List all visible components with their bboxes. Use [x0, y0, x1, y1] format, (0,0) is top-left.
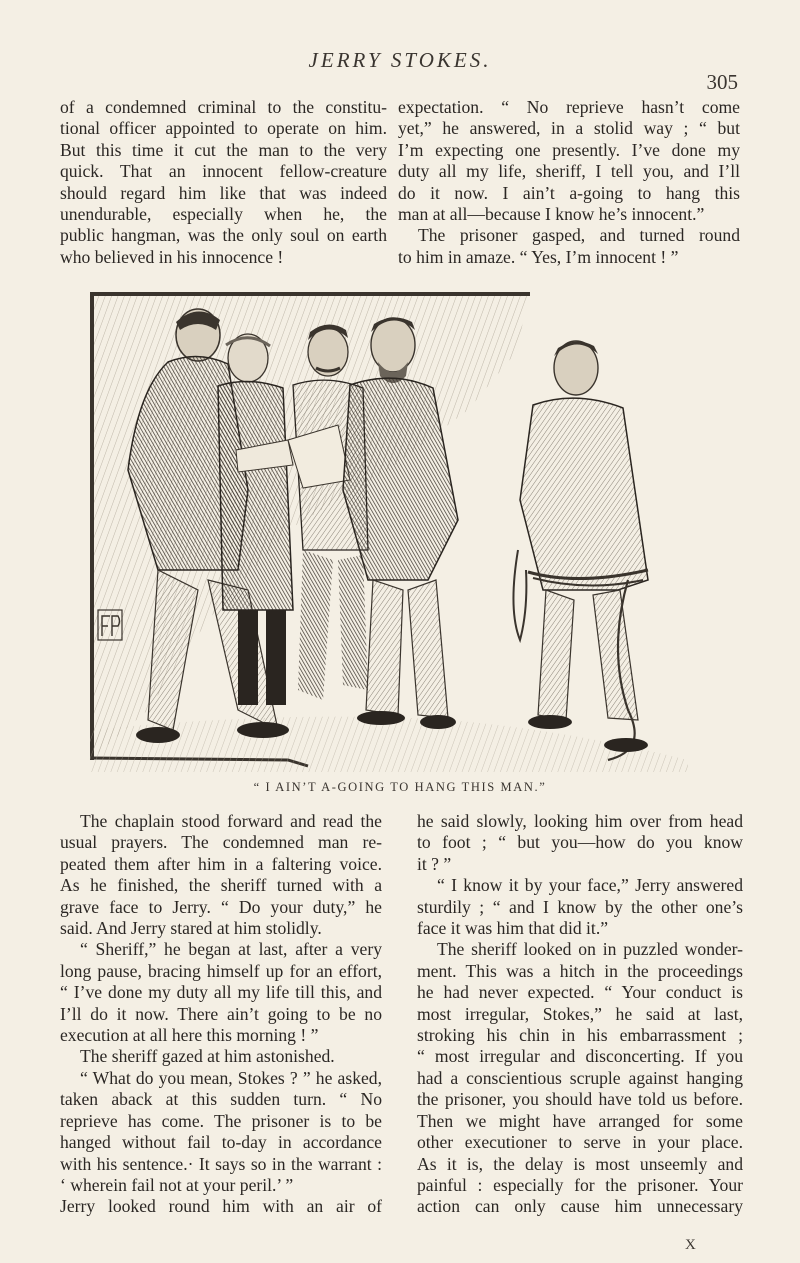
- figure-prisoner: [513, 341, 648, 760]
- text-line: ment. This was a hitch in the proceedings: [417, 960, 743, 981]
- text-line: man at all—because I know he’s innocent.”: [398, 204, 705, 225]
- text-line: other executioner to serve in your place.: [417, 1132, 743, 1153]
- text-line: most irregular, Stokes,” he said at last,: [417, 1003, 743, 1024]
- text-line: I’ll do it now. There ain’t going to be no: [60, 1003, 382, 1024]
- text-line: the prisoner, you should have told us before.: [417, 1089, 743, 1110]
- text-line: hanged without fail to-day in accordance: [60, 1132, 382, 1153]
- text-line: execution at all here this morning ! ”: [60, 1025, 319, 1046]
- text-line: with his sentence.· It says so in the warrant :: [60, 1153, 382, 1174]
- running-title: JERRY STOKES.: [308, 48, 492, 72]
- signature-mark: X: [685, 1237, 696, 1253]
- text-line: peated them after him in a faltering voice.: [60, 853, 382, 874]
- text-line: grave face to Jerry. “ Do your duty,” he: [60, 896, 382, 917]
- text-line: who believed in his innocence !: [60, 246, 284, 267]
- text-column-top-right: [398, 97, 740, 268]
- text-line: sturdily ; “ and I know by the other one’s: [417, 896, 743, 917]
- floor-shading: [90, 717, 688, 772]
- text-line: The sheriff looked on in puzzled wonder-: [437, 939, 743, 960]
- illustration-caption: “ I AIN’T A-GOING TO HANG THIS MAN.”: [253, 780, 547, 794]
- text-line: tional officer appointed to operate on him.: [60, 118, 387, 139]
- text-line: “ most irregular and disconcerting. If you: [417, 1046, 743, 1067]
- text-line: had a conscientious scruple against hanging: [417, 1067, 743, 1088]
- text-line: it ? ”: [417, 853, 452, 874]
- text-line: ‘ wherein fail not at your peril.’ ”: [60, 1174, 294, 1195]
- text-line: of a condemned criminal to the constitu-: [60, 97, 387, 117]
- text-line: he said slowly, looking him over from head: [417, 811, 743, 831]
- text-line: Then we might have arranged for some: [417, 1110, 743, 1131]
- text-line: taken aback at this sudden turn. “ No: [60, 1089, 382, 1110]
- engraving-illustration: [88, 290, 688, 772]
- text-line: unendurable, especially when he, the: [60, 204, 387, 225]
- text-line: reprieve has come. The prisoner is to be: [60, 1110, 382, 1131]
- text-column-bottom-right: [417, 811, 743, 1218]
- text-line: quick. That an innocent fellow-creature: [60, 161, 387, 182]
- text-line: The prisoner gasped, and turned round: [418, 225, 740, 246]
- text-line: “ I know it by your face,” Jerry answered: [437, 875, 743, 896]
- text-line: duty all my life, sheriff, I tell you, and I’ll: [398, 161, 740, 182]
- text-line: The chaplain stood forward and read the: [80, 811, 382, 831]
- text-line: should regard him like that was indeed: [60, 182, 387, 203]
- text-column-bottom-left: [60, 811, 382, 1218]
- text-line: said. And Jerry stared at him stolidly.: [60, 918, 322, 939]
- text-line: painful : especially for the prisoner. Your: [417, 1174, 743, 1195]
- text-line: to him in amaze. “ Yes, I’m innocent ! ”: [398, 246, 679, 267]
- text-line: yet,” he answered, in a stolid way ; “ but: [398, 118, 740, 139]
- text-line: But this time it cut the man to the very: [60, 139, 387, 160]
- page-number: 305: [706, 70, 738, 94]
- text-line: The sheriff gazed at him astonished.: [80, 1046, 335, 1067]
- text-line: long pause, bracing himself up for an effort,: [60, 960, 382, 981]
- text-line: do it now. I ain’t a-going to hang this: [398, 182, 740, 203]
- text-line: Jerry looked round him with an air of: [60, 1196, 382, 1217]
- text-line: expectation. “ No reprieve hasn’t come: [398, 97, 740, 117]
- text-line: As it is, the delay is most unseemly and: [417, 1153, 743, 1174]
- text-column-top-left: [60, 97, 387, 268]
- text-line: I’m expecting one presently. I’ve done my: [398, 139, 740, 160]
- text-line: usual prayers. The condemned man re-: [60, 832, 382, 853]
- text-line: face it was him that did it.”: [417, 918, 609, 939]
- text-line: stroking his chin in his embarrassment ;: [417, 1025, 743, 1046]
- text-line: As he finished, the sheriff turned with a: [60, 875, 382, 896]
- text-line: “ What do you mean, Stokes ? ” he asked,: [80, 1067, 382, 1088]
- text-line: “ Sheriff,” he began at last, after a very: [80, 939, 382, 960]
- text-line: public hangman, was the only soul on earth: [60, 225, 387, 246]
- text-line: action can only cause him unnecessary: [417, 1196, 743, 1217]
- text-line: “ I’ve done my duty all my life till this, and: [60, 982, 382, 1003]
- text-line: he had never expected. “ Your conduct is: [417, 982, 743, 1003]
- text-line: to foot ; “ but you—how do you know: [417, 832, 743, 853]
